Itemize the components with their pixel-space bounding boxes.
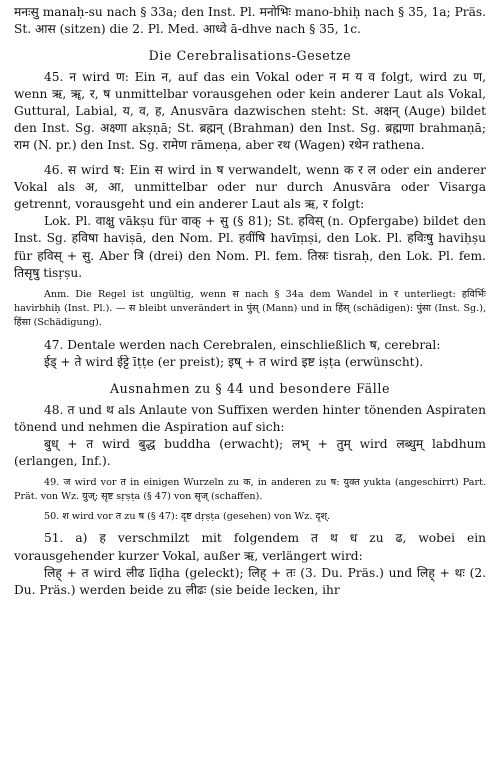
rule-47-examples: ईड् + ते wird ईट्टे īṭṭe (er preist); इष् + त wird इष्ट iṣṭa (erwünscht).: [44, 355, 424, 370]
section-heading-cerebralisation: Die Cerebralisations-Gesetze: [148, 48, 352, 64]
rule-48-examples: बुध् + त wird बुद्ध buddha (erwacht); लभ् + तुम् wird लब्धुम् labdhum (erlangen, Inf.).: [14, 437, 486, 469]
rule-46-examples: Lok. Pl. वाक्षु vākṣu für वाक् + सु (§ 81); St. हविस् (n. Opfergabe) bildet den Inst. Sg. हविषा haviṣā, den Nom. Pl. हवींषि havīṃṣi, den Lok. Pl. हविःषु haviḥṣu für हविस् + सु. Aber त्रि (drei) den Nom. Pl. fem. तिस्रः tisraḥ, den Lok. Pl. fem. तिसृषु tisṛṣu.: [14, 214, 486, 280]
rule-46-paragraph: 46. स wird ष: Ein स wird in ष verwandelt, wenn क र ल oder ein anderer Vokal als अ, आ, unmittelbar oder nur durch Anusvāra oder Visarga getrennt, vorausgeht und ein anderer Laut als ऋ, र folgt:: [14, 162, 486, 212]
section-heading-exceptions: Ausnahmen zu § 44 und besondere Fälle: [109, 381, 391, 397]
rule-46-note: Anm. Die Regel ist ungültig, wenn स nach § 34a dem Wandel in र unterliegt: हविर्भिः havirbhiḥ (Inst. Pl.). — स bleibt unverändert in पुंस् (Mann) und in हिंस् (schädigen): पुंसा (Inst. Sg.), हिंसा (Schädigung).: [14, 289, 486, 329]
rule-49-paragraph: 49. ज wird vor त in einigen Wurzeln zu क, in anderen zu ष: युक्त yukta (angeschirrt) Part. Prät. von Wz. युज्; सृष्ट sṛṣṭa (§ 47) von सृज् (schaffen).: [14, 477, 486, 503]
rule-45-paragraph: 45. न wird ण: Ein न, auf das ein Vokal oder न म य व folgt, wird zu ण, wenn ऋ, ॠ, र, ष unmittelbar vorausgehen oder kein anderer Laut als Vokal, Guttural, Labial, य, व, ह, Anusvāra dazwischen steht: St. अक्षन् (Auge) bildet den Inst. Sg. अक्ष्णा akṣṇā; St. ब्रह्मन् (Brahman) den Inst. Sg. ब्रह्मणा brahmaṇā; राम (N. pr.) den Inst. Sg. रामेण rāmeṇa, aber रथ (Wagen) रथेन rathena.: [14, 69, 486, 153]
intro-paragraph: मनःसु manaḥ-su nach § 33a; den Inst. Pl. मनोभिः mano-bhiḥ nach § 35, 1a; Präs. St. आस (sitzen) die 2. Pl. Med. आध्वे ā-dhve nach § 35, 1c.: [14, 5, 486, 37]
spacer: [14, 330, 486, 337]
rule-48-paragraph: 48. त und थ als Anlaute von Suffixen werden hinter tönenden Aspiraten tönend und nehmen die Aspiration auf sich:: [14, 402, 486, 434]
rule-51-paragraph: 51. a) ह verschmilzt mit folgendem त थ ध zu ढ, wobei ein vorausgehender kurzer Vokal, außer ऋ, verlängert wird:: [14, 531, 486, 563]
spacer: [14, 155, 486, 162]
rule-47-paragraph: 47. Dentale werden nach Cerebralen, einschließlich ष, cerebral:: [44, 338, 441, 353]
rule-51-examples: लिह् + त wird लीढ līḍha (geleckt); लिह् + तः (3. Du. Präs.) und लिह् + थः (2. Du. Präs.) werden beide zu लीढः (sie beide lecken, ihr: [14, 565, 486, 598]
rule-50-paragraph: 50. श wird vor त zu ष (§ 47): दृष्ट dṛṣṭa (gesehen) von Wz. दृश्.: [44, 511, 331, 523]
